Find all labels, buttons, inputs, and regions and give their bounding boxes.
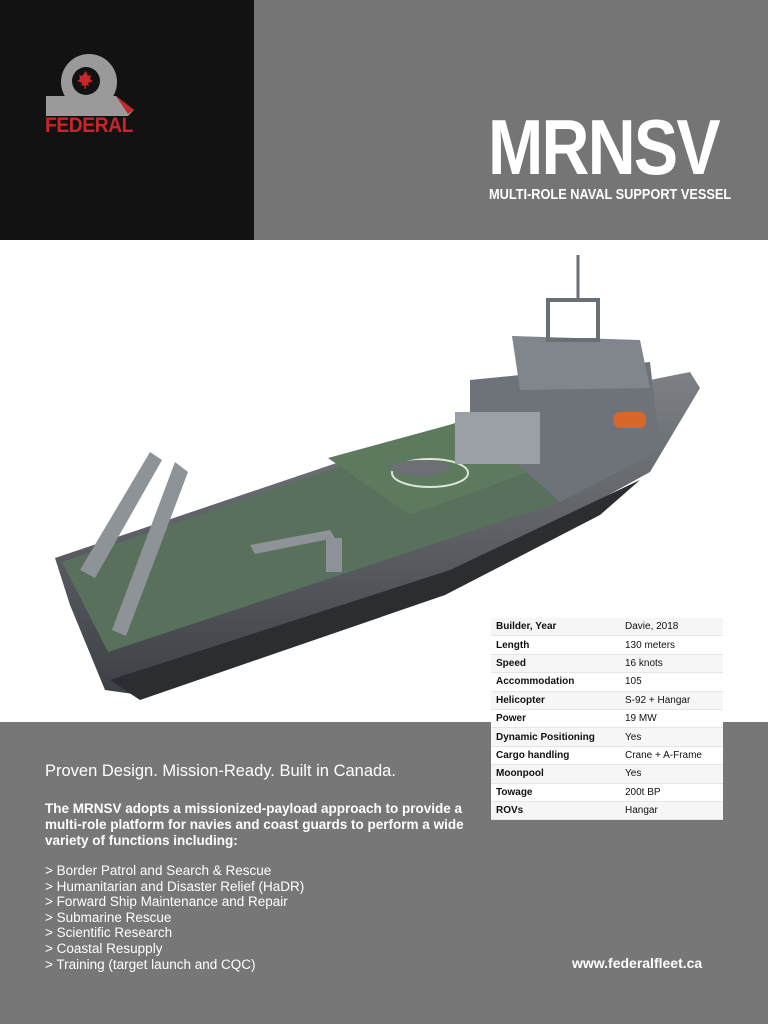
functions-list [45,863,304,972]
spec-value: 16 knots [620,654,723,672]
list-item: > Scientific Research [45,925,173,941]
table-row [491,673,723,691]
spec-label: Builder, Year [491,618,620,636]
table-row [491,765,723,783]
spec-label: ROVs [491,801,620,819]
list-item: > Forward Ship Maintenance and Repair [45,894,288,910]
spec-value: Yes [620,728,723,746]
spec-label: Moonpool [491,765,620,783]
list-item: > Submarine Rescue [45,909,172,925]
table-row [491,783,723,801]
logo-text: FEDERAL [45,114,134,137]
website-link[interactable]: www.federalfleet.ca [572,955,703,971]
spec-label: Helicopter [491,691,620,709]
list-item: > Border Patrol and Search & Rescue [45,863,272,878]
table-row [491,709,723,727]
table-row [491,691,723,709]
spec-value: 130 meters [620,636,723,654]
spec-label: Power [491,709,620,727]
page-title: MRNSV [488,103,719,191]
list-item: > Training (target launch and CQC) [45,956,256,972]
spec-value: 105 [620,673,723,691]
table-row [491,746,723,764]
spec-value: Yes [620,765,723,783]
table-row [491,801,723,819]
table-row [491,728,723,746]
spec-value: Hangar [620,801,723,819]
spec-value: 19 MW [620,709,723,727]
spec-label: Accommodation [491,673,620,691]
spec-label: Speed [491,654,620,672]
specs-table [491,618,723,820]
list-item: > Humanitarian and Disaster Relief (HaDR) [45,878,305,894]
table-row [491,636,723,654]
spec-label: Dynamic Positioning [491,728,620,746]
spec-value: Davie, 2018 [620,618,723,636]
tagline: Proven Design. Mission-Ready. Built in Canada. [45,762,396,780]
intro-text: The MRNSV adopts a missionized-payload approach to provide a multi-role platform for navies and coast guards to perform a wide variety of functions including: [45,801,464,848]
spec-value: Crane + A-Frame [620,746,723,764]
spec-value: 200t BP [620,783,723,801]
page-subtitle: MULTI-ROLE NAVAL SUPPORT VESSEL [489,187,732,203]
list-item: > Coastal Resupply [45,940,163,956]
spec-label: Length [491,636,620,654]
table-row [491,654,723,672]
table-row [491,618,723,636]
spec-label: Cargo handling [491,746,620,764]
spec-label: Towage [491,783,620,801]
spec-value: S-92 + Hangar [620,691,723,709]
